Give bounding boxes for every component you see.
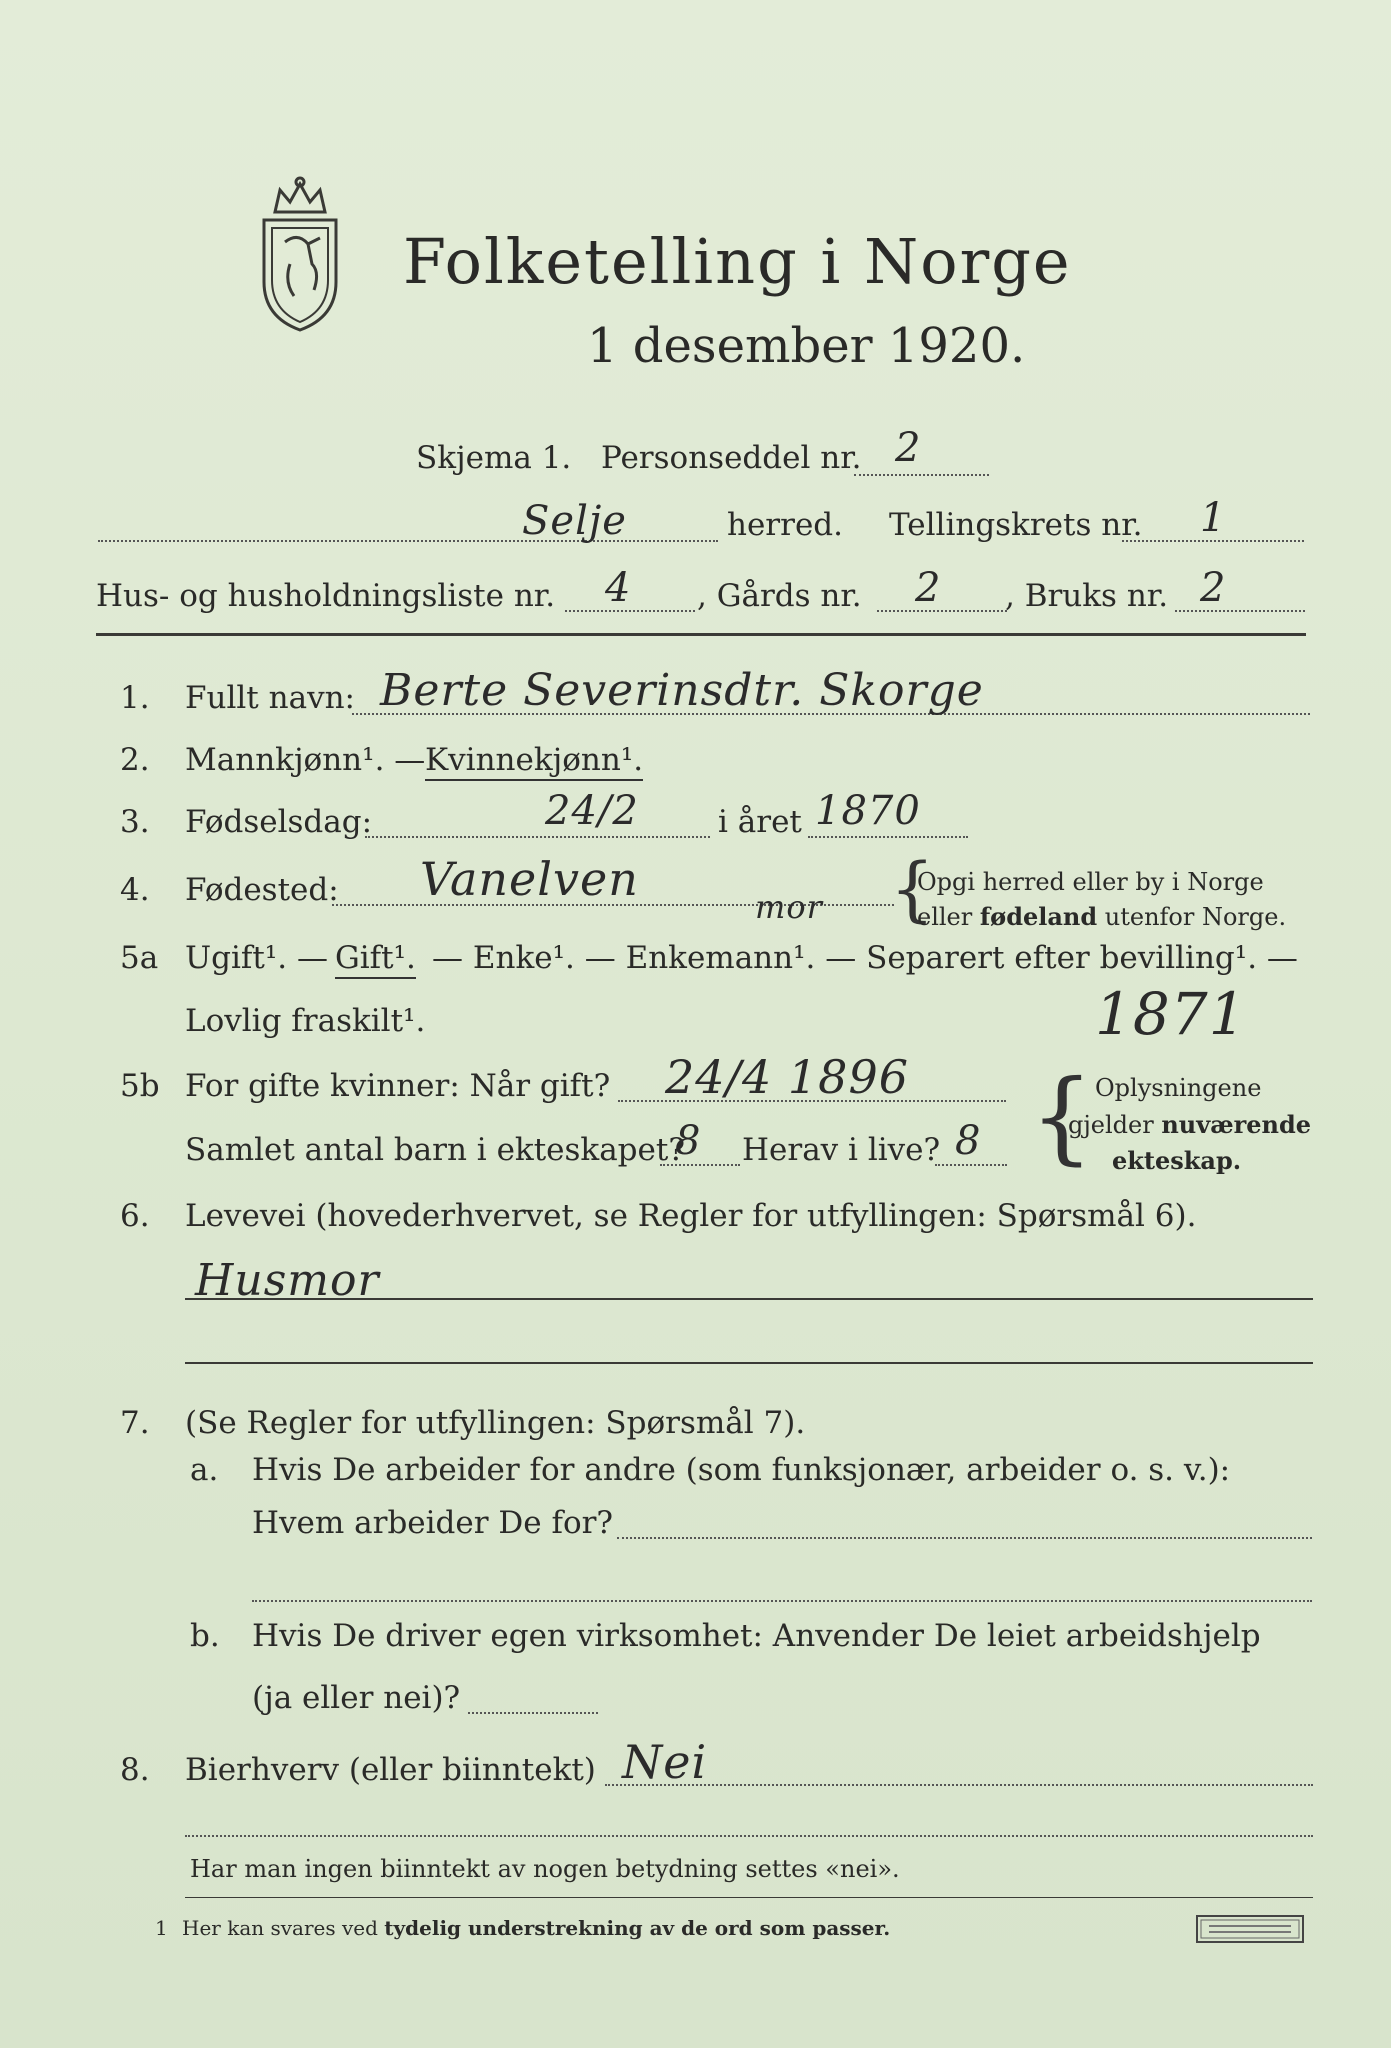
hus-label: Hus- og husholdningsliste nr. (96, 578, 556, 614)
q5b-note3: ekteskap. (1112, 1146, 1242, 1175)
q6-label: Levevei (hovederhvervet, se Regler for utfyllingen: Spørsmål 6). (185, 1198, 1197, 1234)
gards-value: 2 (915, 565, 942, 611)
personseddel-label: Personseddel nr. (601, 440, 862, 476)
q7b-label: Hvis De driver egen virksomhet: Anvender De leiet arbeidshjelp (252, 1618, 1261, 1654)
q5b-note2: gjelder nuværende (1068, 1110, 1312, 1139)
q8-number: 8. (120, 1752, 150, 1788)
q5b-note1: Oplysningene (1095, 1074, 1262, 1102)
birth-year-value: 1870 (815, 788, 921, 834)
tellingskrets-value: 1 (1200, 495, 1227, 541)
q1-label: Fullt navn: (185, 680, 355, 716)
q4-note-line2: eller fødeland utenfor Norge. (917, 902, 1287, 931)
q4-note-line1: Opgi herred eller by i Norge (917, 868, 1264, 896)
herred-label: herred. (727, 507, 843, 543)
footer-note: Har man ingen biinntekt av nogen betydning settes «nei». (190, 1855, 900, 1883)
gards-label: , Gårds nr. (697, 578, 862, 614)
full-name-value: Berte Severinsdtr. Skorge (380, 665, 984, 716)
form-title: Folketelling i Norge (403, 225, 1072, 298)
children-total-value: 8 (675, 1118, 702, 1164)
q5a-gift: Gift¹. (335, 940, 416, 979)
bruks-value: 2 (1200, 565, 1227, 611)
birthplace-annotation: mor (755, 888, 823, 926)
birthplace-value: Vanelven (420, 852, 639, 906)
q7a-number: a. (190, 1452, 219, 1488)
footnote-mark: 1 (155, 1916, 168, 1940)
q6-number: 6. (120, 1198, 150, 1234)
q5a-number: 5a (120, 940, 159, 976)
q4-number: 4. (120, 872, 150, 908)
q5a-ugift: Ugift¹. — (185, 940, 328, 976)
margin-note-year: 1871 (1095, 980, 1247, 1048)
skjema-label: Skjema 1. (416, 440, 572, 476)
norwegian-coat-of-arms-icon (250, 172, 350, 334)
personseddel-value: 2 (895, 425, 922, 471)
q7b-question: (ja eller nei)? (252, 1680, 461, 1716)
q3-label: Fødselsdag: (185, 804, 373, 840)
q5b-label: For gifte kvinner: Når gift? (185, 1068, 611, 1104)
q7b-number: b. (190, 1618, 220, 1654)
q2-kvinne: Kvinnekjønn¹. (425, 742, 643, 781)
q3-aret-label: i året (718, 804, 802, 840)
footnote-text: Her kan svares ved tydelig understrekning av de ord som passer. (182, 1916, 891, 1940)
census-form-page: Folketelling i Norge 1 desember 1920. Skjema 1. Personseddel nr. 2 Selje herred. Tellingskrets nr. 1 Hus- og husholdningsliste nr. 4 , Gårds nr. 2 , Bruks nr. 2 1. Fullt navn: Berte Severinsdtr. Skorge 2. Mannkjønn¹. — Kvinnekjønn¹. 3. Fødselsdag: 24/2 i året 1870 4. Fødested: Vanelven mor { Opgi herred eller by i Norge eller fødeland utenfor Norge. 5a Ugift¹. — Gift¹. — Enke¹. — Enkemann¹. — Separert efter bevilling¹. — Lovlig fraskilt¹. 1871 5b For gifte kvinner: Når gift? 24/4 1896 Samlet antal barn i ekteskapet? 8 Herav i live? 8 { Oplysningene gjelder nuværende ekteskap. 6. Levevei (hovederhvervet, se Regler for utfyllingen: Spørsmål 6). Husmor 7. (Se Regler for utfyllingen: Spørsmål 7). a. Hvis De arbeider for andre (som funksjonær, arbeider o. s. v.): Hvem arbeider De for? b. Hvis De driver egen virksomhet: Anvender De leiet arbeidshjelp (ja eller nei)? 8. Bierhverv (eller biinntekt) Nei Har man ingen biinntekt av nogen betydning settes «nei». 1 Her kan svares ved tydelig understrekning av de ord som passer. (0, 0, 1391, 2048)
q5b-barn-label: Samlet antal barn i ekteskapet? (185, 1132, 685, 1168)
bruks-label: , Bruks nr. (1005, 578, 1169, 614)
q7-number: 7. (120, 1405, 150, 1441)
q7a-question: Hvem arbeider De for? (252, 1505, 614, 1541)
census-date: 1 desember 1920. (587, 318, 1026, 374)
q2-mann: Mannkjønn¹. — (185, 742, 426, 778)
q5a-rest: — Enke¹. — Enkemann¹. — Separert efter bevilling¹. — (432, 940, 1298, 976)
printer-stamp-icon (1195, 1914, 1305, 1944)
q1-number: 1. (120, 680, 150, 716)
side-income-value: Nei (622, 1735, 708, 1789)
q5b-number: 5b (120, 1068, 160, 1104)
q5b-live-label: Herav i live? (742, 1132, 941, 1168)
hus-value: 4 (605, 565, 632, 611)
occupation-value: Husmor (195, 1255, 380, 1306)
header-divider (96, 633, 1306, 636)
q5a-fraskilt: Lovlig fraskilt¹. (185, 1003, 426, 1039)
tellingskrets-label: Tellingskrets nr. (889, 507, 1143, 543)
birthday-value: 24/2 (545, 788, 639, 834)
q8-label: Bierhverv (eller biinntekt) (185, 1752, 596, 1788)
marriage-date-value: 24/4 1896 (665, 1050, 909, 1104)
q7a-label: Hvis De arbeider for andre (som funksjonær, arbeider o. s. v.): (252, 1452, 1231, 1488)
q7-label: (Se Regler for utfyllingen: Spørsmål 7). (185, 1405, 806, 1441)
q3-number: 3. (120, 804, 150, 840)
q4-label: Fødested: (185, 872, 339, 908)
children-alive-value: 8 (955, 1118, 982, 1164)
herred-value: Selje (522, 498, 627, 544)
q2-number: 2. (120, 742, 150, 778)
